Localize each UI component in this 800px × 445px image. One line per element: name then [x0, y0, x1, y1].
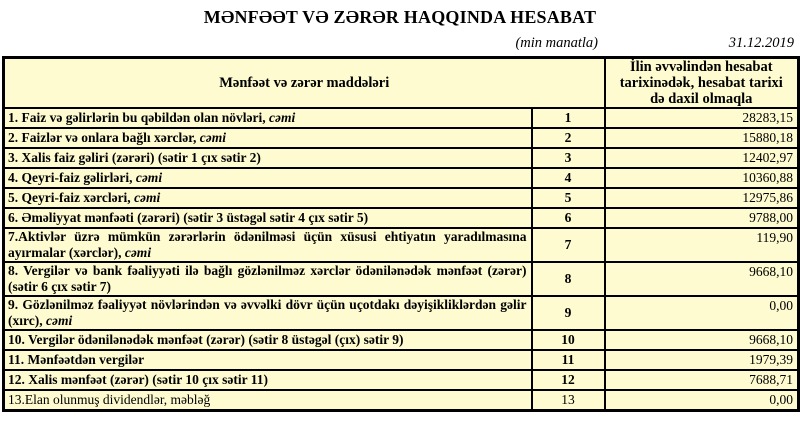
page-title: MƏNFƏƏT VƏ ZƏRƏR HAQQINDA HESABAT — [203, 7, 597, 27]
row-label: 11. Mənfəətdən vergilər — [4, 350, 532, 370]
row-line-number: 6 — [532, 208, 605, 228]
row-value: 7688,71 — [605, 370, 799, 390]
table-row — [4, 128, 799, 148]
subtitle-line — [0, 33, 800, 53]
row-value: 119,90 — [605, 228, 799, 262]
row-line-number: 10 — [532, 330, 605, 350]
row-label: 8. Vergilər və bank fəaliyyəti ilə bağlı gözlənilməz xərclər ödənilənədək mənfəət (zərər) (sətir 6 çıx sətir 7) — [4, 262, 532, 296]
value-column-header: İlin əvvəlindən hesabat tarixinədək, hesabat tarixi də daxil olmaqla — [605, 58, 799, 109]
unit-note: (min manatla) — [515, 35, 598, 51]
table-row — [4, 330, 799, 350]
row-line-number: 3 — [532, 148, 605, 168]
row-value: 28283,15 — [605, 108, 799, 128]
row-value: 0,00 — [605, 296, 799, 330]
row-line-number: 11 — [532, 350, 605, 370]
row-line-number: 12 — [532, 370, 605, 390]
table-row — [4, 228, 799, 262]
row-value: 0,00 — [605, 390, 799, 410]
row-label: 1. Faiz və gəlirlərin bu qəbildən olan növləri, cəmi — [4, 108, 532, 128]
table-header-row — [4, 58, 799, 109]
row-line-number: 7 — [532, 228, 605, 262]
table-row — [4, 350, 799, 370]
table-row — [4, 262, 799, 296]
row-value: 9668,10 — [605, 262, 799, 296]
row-line-number: 1 — [532, 108, 605, 128]
table-row — [4, 108, 799, 128]
row-value: 1979,39 — [605, 350, 799, 370]
table-row — [4, 370, 799, 390]
row-line-number: 9 — [532, 296, 605, 330]
report-date: 31.12.2019 — [728, 35, 794, 51]
row-label: 7.Aktivlər üzrə mümkün zərərlərin ödənilməsi üçün xüsusi ehtiyatın yaradılmasına ayırmalar (xərclər), cəmi — [4, 228, 532, 262]
row-value: 12402,97 — [605, 148, 799, 168]
row-value: 9668,10 — [605, 330, 799, 350]
row-value: 12975,86 — [605, 188, 799, 208]
table-row — [4, 188, 799, 208]
row-label: 4. Qeyri-faiz gəlirləri, cəmi — [4, 168, 532, 188]
row-line-number: 13 — [532, 390, 605, 410]
row-value: 15880,18 — [605, 128, 799, 148]
table-row — [4, 168, 799, 188]
table-row — [4, 390, 799, 410]
row-label: 12. Xalis mənfəət (zərər) (sətir 10 çıx sətir 11) — [4, 370, 532, 390]
table-row — [4, 148, 799, 168]
row-label: 2. Faizlər və onlara bağlı xərclər, cəmi — [4, 128, 532, 148]
row-value: 10360,88 — [605, 168, 799, 188]
items-column-header: Mənfəət və zərər maddələri — [4, 58, 605, 109]
row-value: 9788,00 — [605, 208, 799, 228]
row-label: 9. Gözlənilməz fəaliyyət növlərindən və əvvəlki dövr üçün uçotdakı dəyişikliklərdən gəlir (xırc), cəmi — [4, 296, 532, 330]
row-line-number: 8 — [532, 262, 605, 296]
row-label: 10. Vergilər ödənilənədək mənfəət (zərər) (sətir 8 üstəgəl (çıx) sətir 9) — [4, 330, 532, 350]
row-label: 5. Qeyri-faiz xərcləri, cəmi — [4, 188, 532, 208]
row-line-number: 5 — [532, 188, 605, 208]
profit-loss-table — [2, 56, 800, 412]
row-label: 3. Xalis faiz gəliri (zərəri) (sətir 1 çıx sətir 2) — [4, 148, 532, 168]
row-line-number: 2 — [532, 128, 605, 148]
row-label: 6. Əməliyyat mənfəəti (zərəri) (sətir 3 üstəgəl sətir 4 çıx sətir 5) — [4, 208, 532, 228]
row-label: 13.Elan olunmuş dividendlər, məbləğ — [4, 390, 532, 410]
row-line-number: 4 — [532, 168, 605, 188]
table-row — [4, 208, 799, 228]
table-row — [4, 296, 799, 330]
